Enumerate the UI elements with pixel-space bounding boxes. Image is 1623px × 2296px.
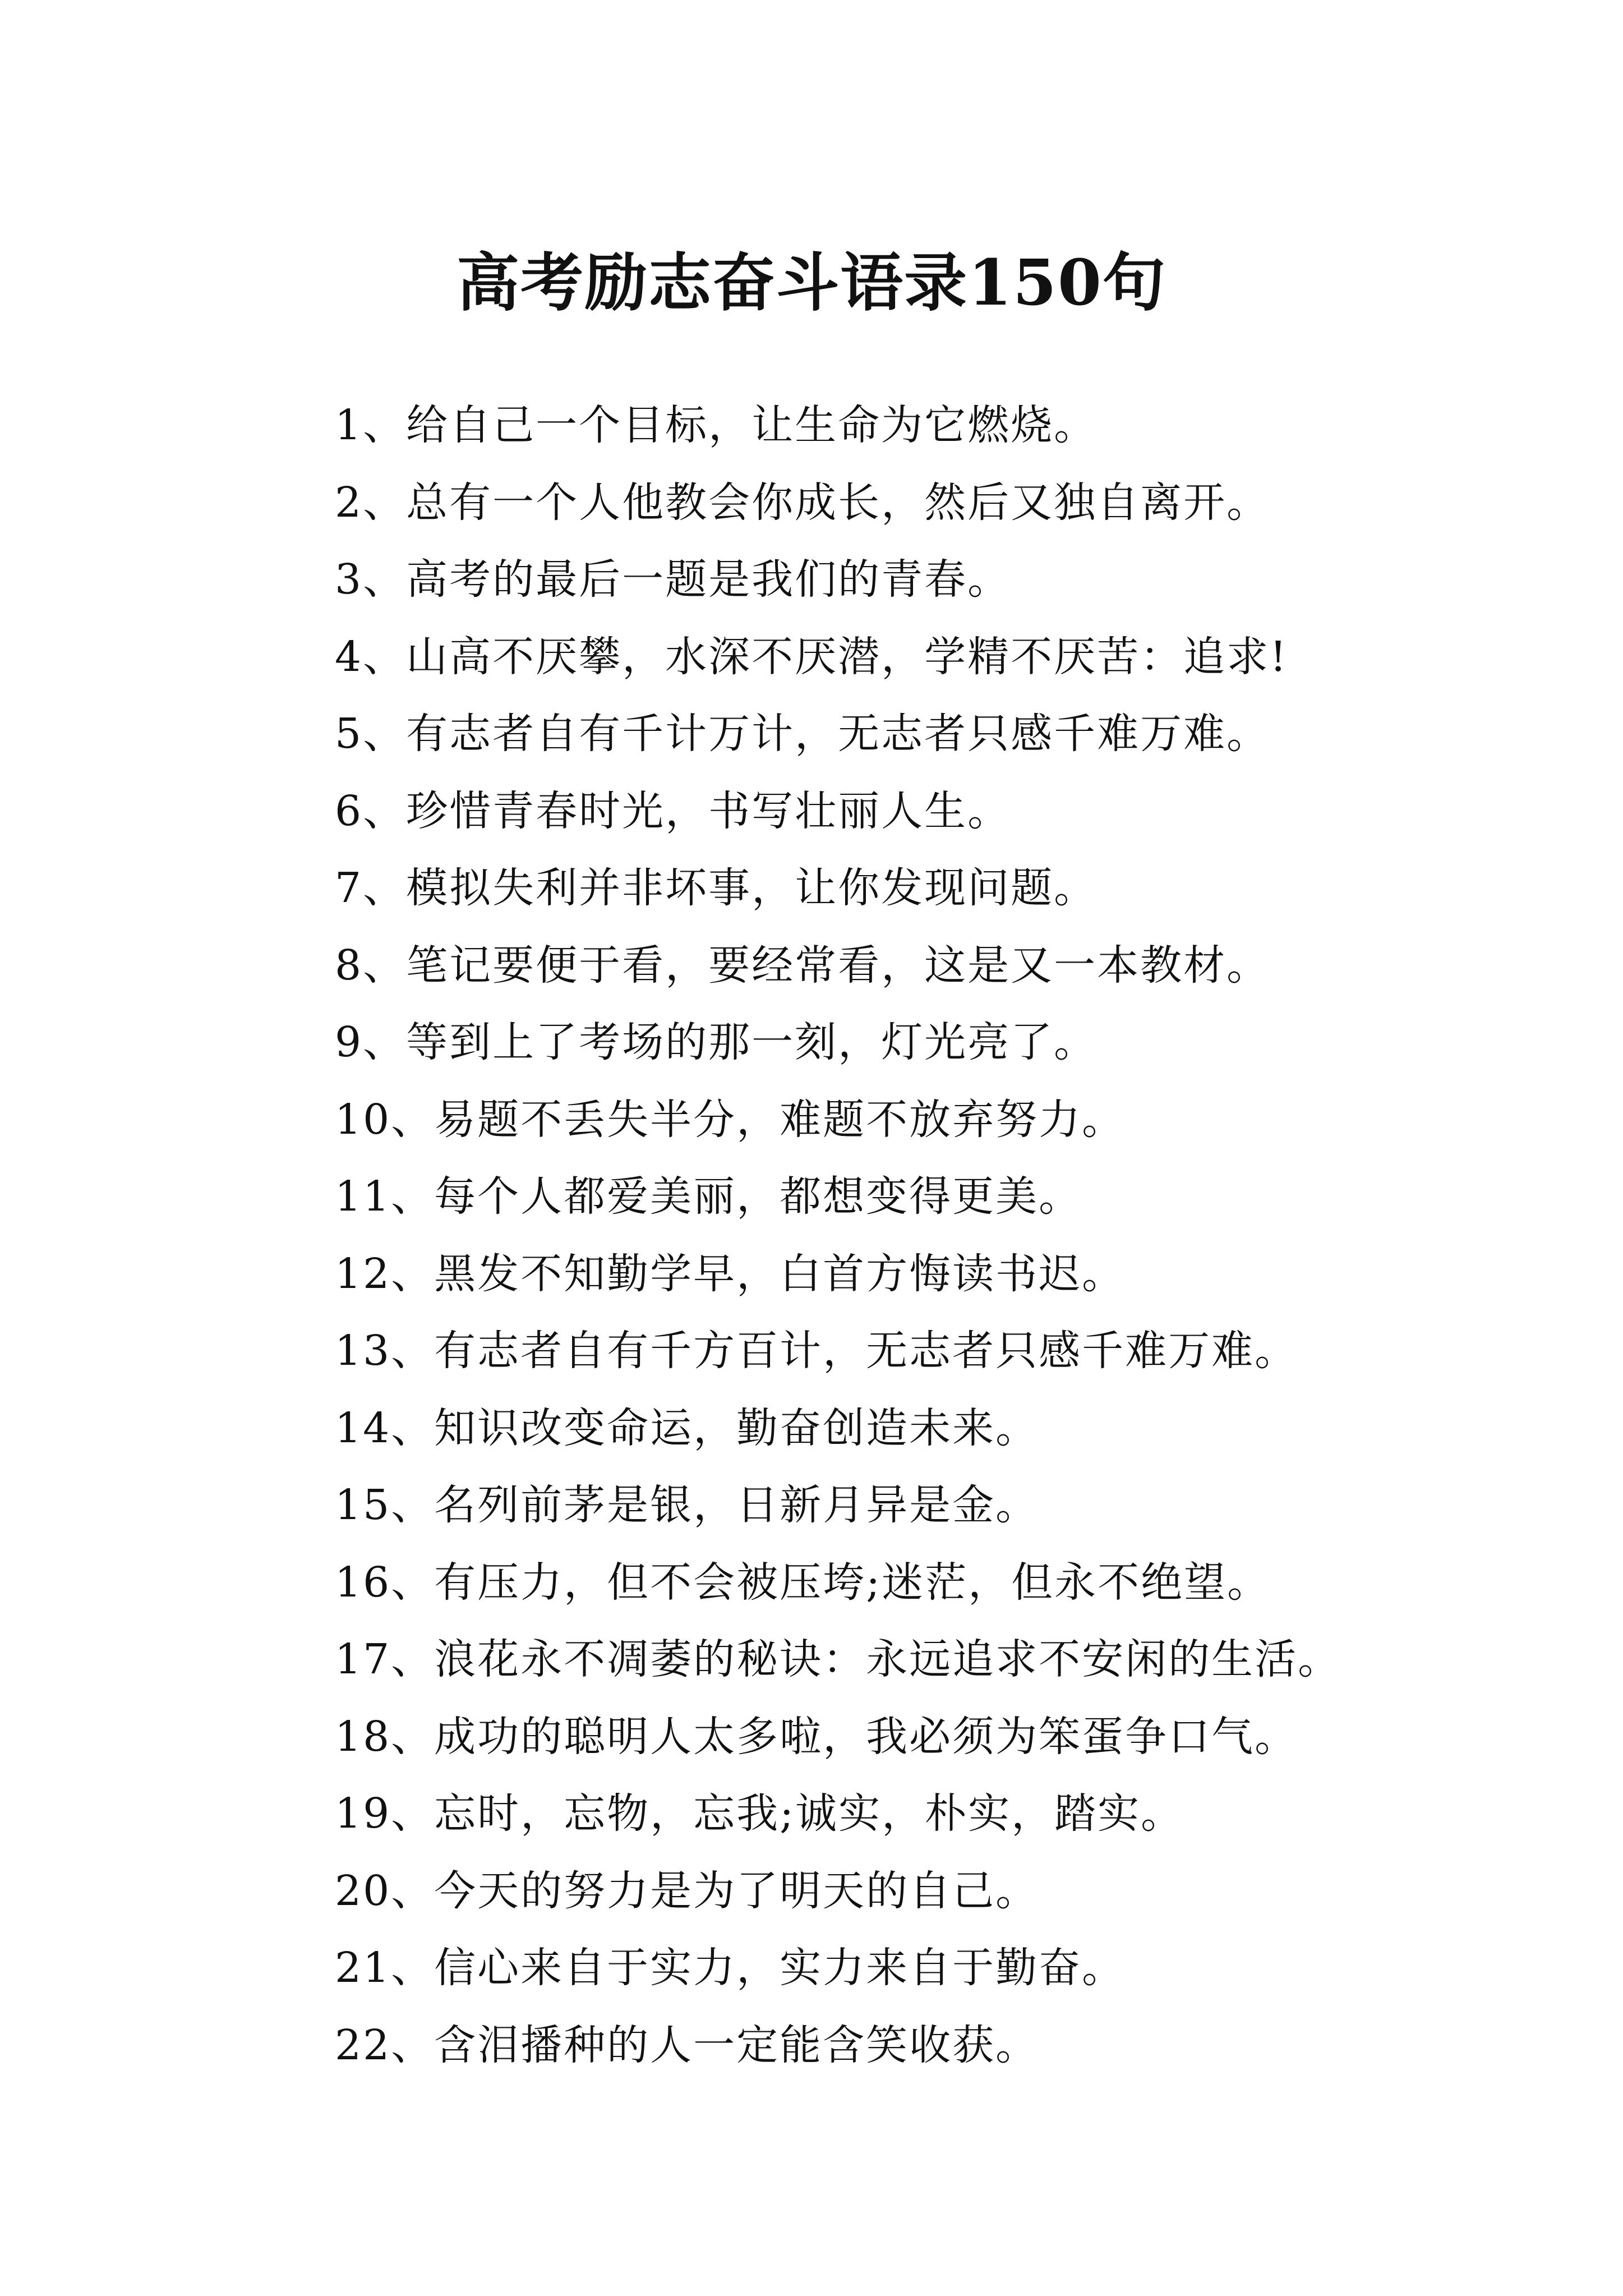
- list-item: 12、黑发不知勤学早，白首方悔读书迟。: [335, 1249, 1126, 1298]
- list-item: 15、名列前茅是银，日新月异是金。: [335, 1481, 1039, 1529]
- list-item: 9、等到上了考场的那一刻，灯光亮了。: [335, 1018, 1098, 1066]
- list-item: 18、成功的聪明人太多啦，我必须为笨蛋争口气。: [335, 1712, 1298, 1761]
- list-item: 11、每个人都爱美丽，都想变得更美。: [335, 1172, 1082, 1221]
- list-item: 3、高考的最后一题是我们的青春。: [335, 555, 1011, 604]
- quote-list: [335, 387, 1484, 2084]
- list-item: 6、珍惜青春时光，书写壮丽人生。: [335, 786, 1011, 835]
- list-item: 20、今天的努力是为了明天的自己。: [335, 1866, 1039, 1915]
- list-item: 14、知识改变命运，勤奋创造未来。: [335, 1404, 1039, 1452]
- list-item: 13、有志者自有千方百计，无志者只感千难万难。: [335, 1327, 1298, 1375]
- list-item: 4、山高不厌攀，水深不厌潜，学精不厌苦：追求!: [335, 632, 1288, 681]
- list-item: 16、有压力，但不会被压垮;迷茫，但永不绝望。: [335, 1558, 1271, 1607]
- list-item: 19、忘时，忘物，忘我;诚实，朴实，踏实。: [335, 1789, 1184, 1838]
- list-item: 17、浪花永不凋萎的秘诀：永远追求不安闲的生活。: [335, 1635, 1341, 1683]
- list-item: 10、易题不丢失半分，难题不放弃努力。: [335, 1095, 1126, 1144]
- list-item: 7、模拟失利并非坏事，让你发现问题。: [335, 864, 1098, 912]
- list-item: 5、有志者自有千计万计，无志者只感千难万难。: [335, 710, 1270, 758]
- list-item: 1、给自己一个目标，让生命为它燃烧。: [335, 401, 1098, 449]
- list-item: 8、笔记要便于看，要经常看，这是又一本教材。: [335, 941, 1270, 990]
- page-title: 高考励志奋斗语录150句: [457, 246, 1166, 320]
- list-item: 21、信心来自于实力，实力来自于勤奋。: [335, 1944, 1126, 1992]
- list-item: 22、含泪播种的人一定能含笑收获。: [335, 2021, 1039, 2069]
- list-item: 2、总有一个人他教会你成长，然后又独自离开。: [335, 478, 1270, 527]
